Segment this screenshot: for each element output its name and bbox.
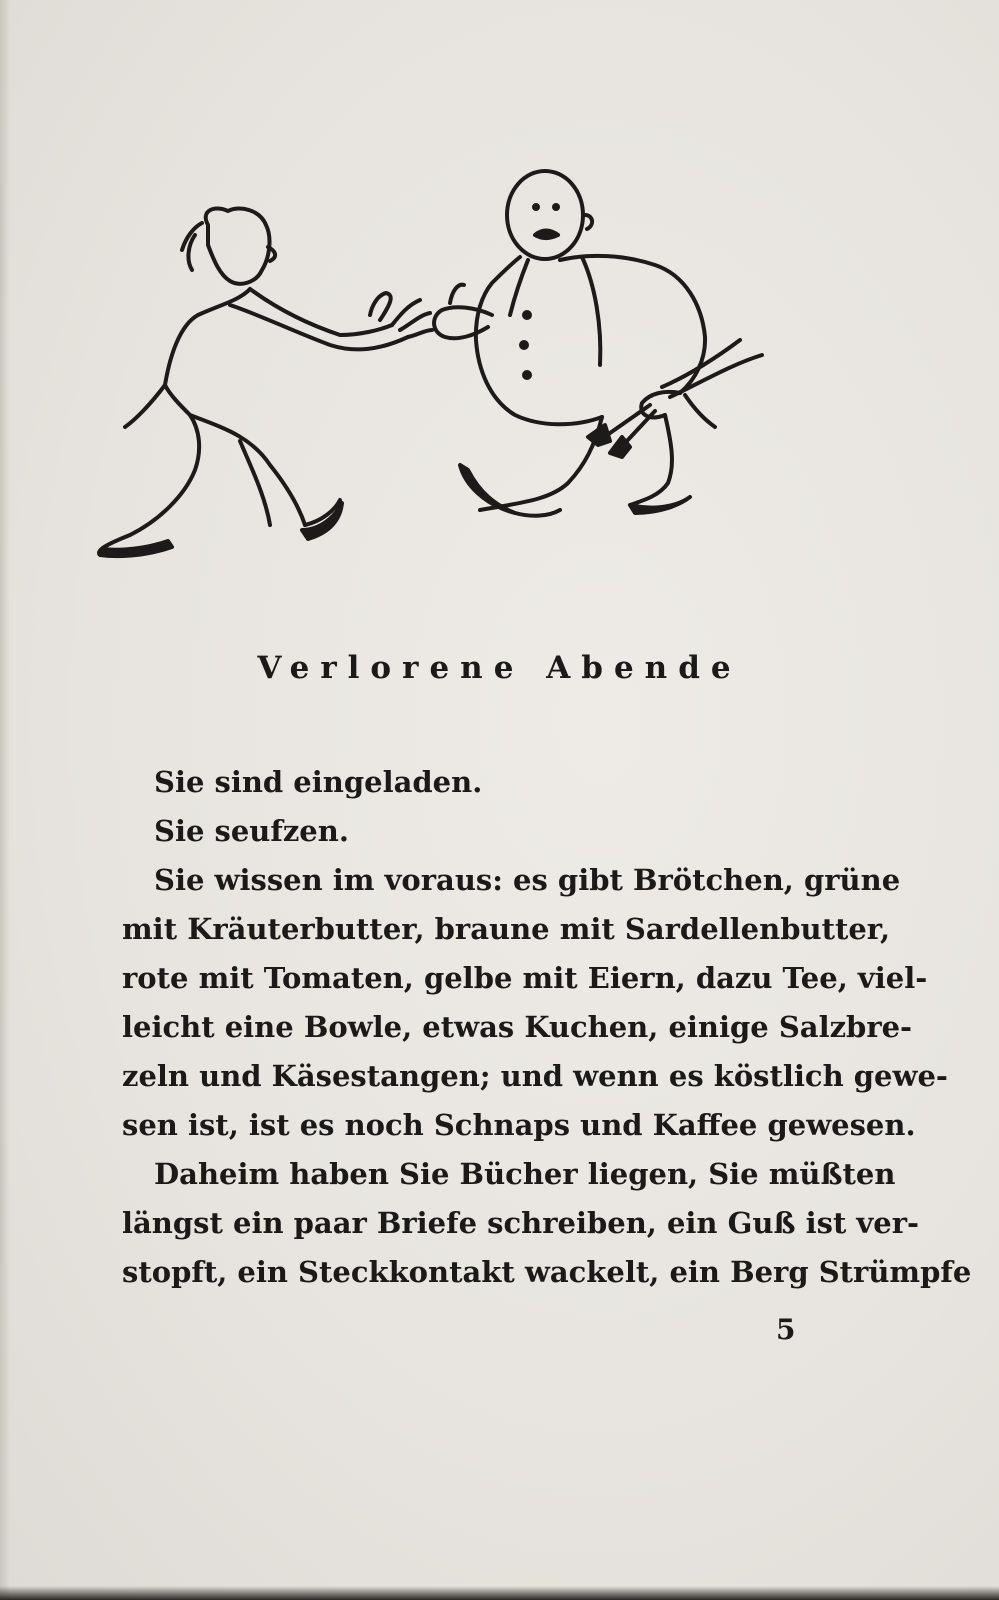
body-text xyxy=(122,758,972,1297)
stout-man-figure xyxy=(434,171,762,516)
chapter-title: Verlorene Abende xyxy=(257,650,742,686)
text-line: mit Kräuterbutter, braune mit Sardellenbutter, xyxy=(122,912,891,946)
text-line: Daheim haben Sie Bücher liegen, Sie müßten xyxy=(154,1157,896,1191)
text-line: Sie sind eingeladen. xyxy=(154,765,483,799)
text-line: leicht eine Bowle, etwas Kuchen, einige Salzbre- xyxy=(122,1010,913,1044)
text-line: Sie seufzen. xyxy=(154,814,349,848)
spine-shadow xyxy=(0,0,10,1600)
line-drawing xyxy=(90,165,810,575)
illustration-two-men-greeting xyxy=(90,165,810,575)
page-number: 5 xyxy=(776,1313,796,1346)
text-line: stopft, ein Steckkontakt wackelt, ein Berg Strümpfe xyxy=(122,1255,972,1289)
text-line: Sie wissen im voraus: es gibt Brötchen, grüne xyxy=(154,863,901,897)
text-line: längst ein paar Briefe schreiben, ein Guß ist ver- xyxy=(122,1206,920,1240)
page-bottom-edge xyxy=(0,1586,999,1600)
text-line: rote mit Tomaten, gelbe mit Eiern, dazu Tee, viel- xyxy=(122,961,928,995)
text-line: sen ist, ist es noch Schnaps und Kaffee gewesen. xyxy=(122,1108,916,1142)
text-line: zeln und Käsestangen; und wenn es köstlich gewe- xyxy=(122,1059,948,1093)
young-man-figure xyxy=(99,209,432,557)
